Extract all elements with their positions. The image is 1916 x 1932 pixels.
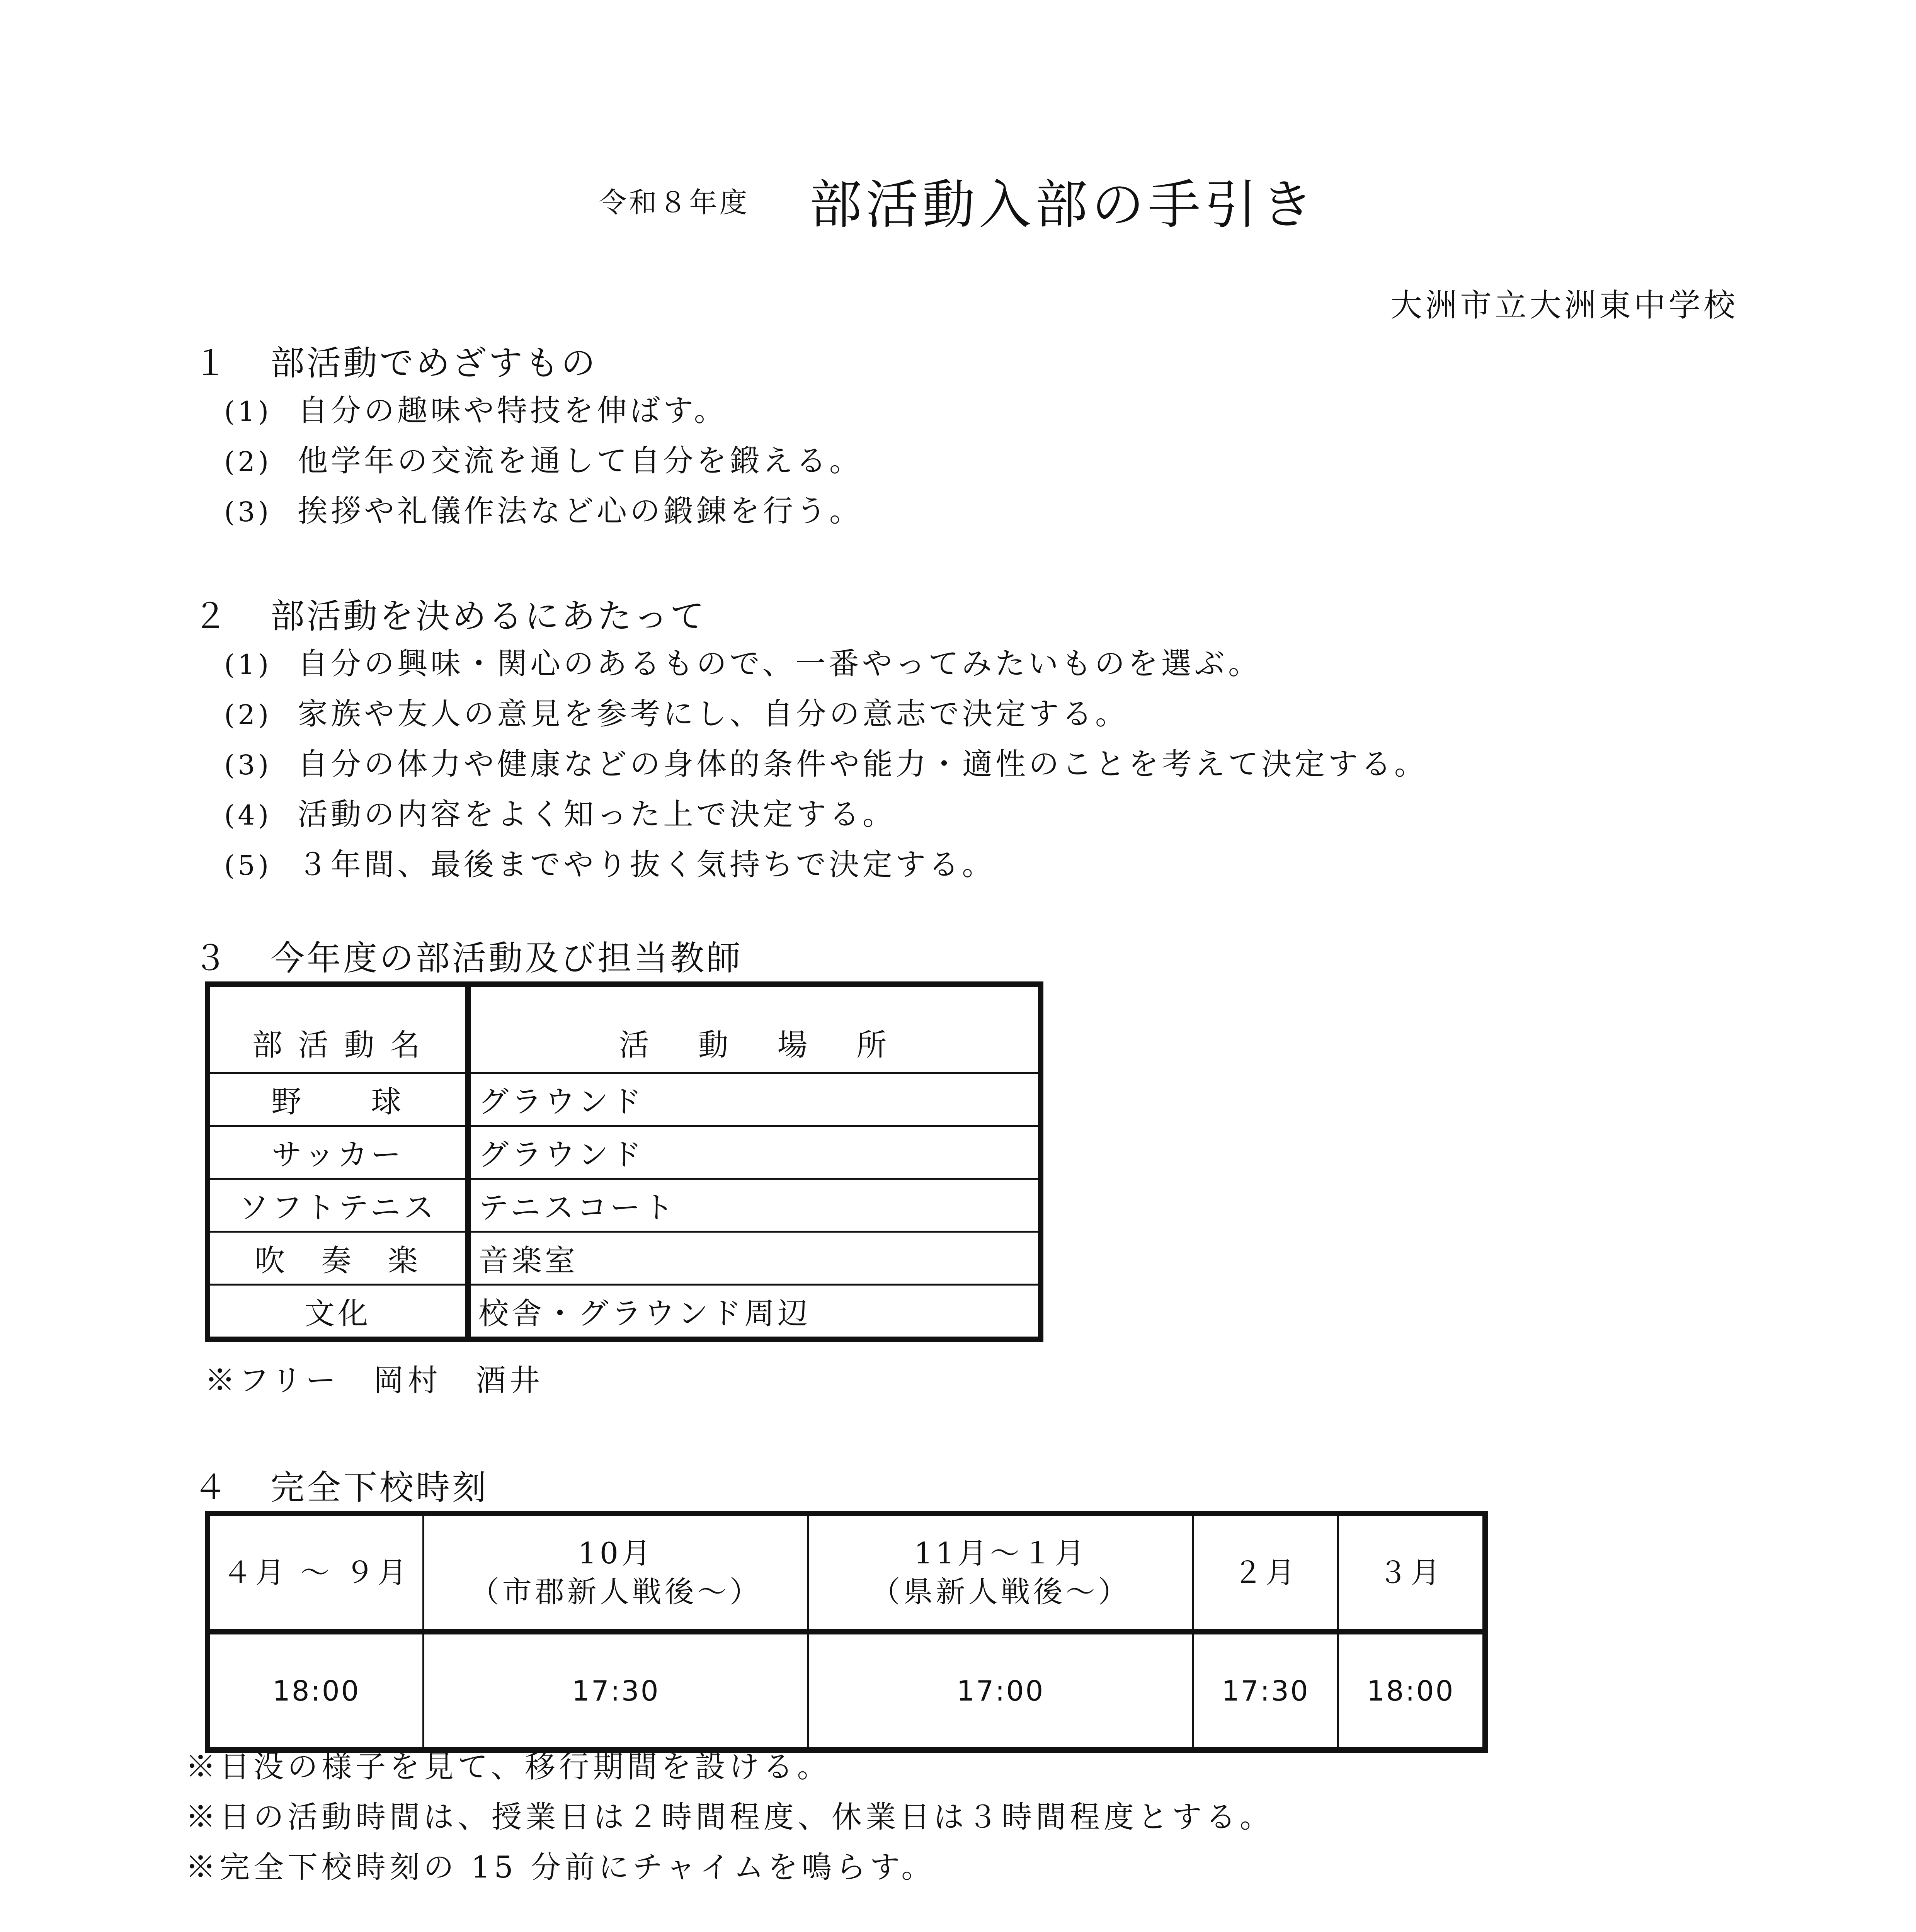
period-header: [424, 1514, 808, 1632]
period-sublabel: （県新人戦後～）: [871, 1575, 1131, 1609]
section2-heading: [193, 589, 706, 638]
section1-title: 部活動でめざすもの: [271, 343, 598, 383]
item-number: (2): [224, 699, 272, 731]
document-title: [0, 162, 1916, 238]
list-item: [224, 690, 1128, 733]
table-row: [208, 1632, 1485, 1750]
club-name: ソフトテニス: [208, 1179, 468, 1232]
section1-heading: [193, 336, 597, 385]
section3-heading: [193, 931, 743, 980]
section1-number: １: [193, 343, 230, 383]
list-item: [224, 386, 727, 430]
section4-heading: [193, 1461, 488, 1509]
item-text: ３年間、最後までやり抜く気持ちで決定する。: [298, 847, 995, 882]
table-row: [208, 1232, 1041, 1285]
table-row: [208, 1285, 1041, 1340]
time-note: ※完全下校時刻の 15 分前にチャイムを鳴らす。: [185, 1850, 936, 1885]
club-name: サッカー: [208, 1126, 468, 1179]
list-item: [224, 840, 995, 884]
table-row: [208, 1126, 1041, 1179]
period-sublabel: （市郡新人戦後～）: [470, 1575, 762, 1609]
period-header: [1338, 1514, 1485, 1632]
item-text: 自分の趣味や特技を伸ばす。: [298, 393, 727, 428]
club-name: 文化: [208, 1285, 468, 1340]
fiscal-year-label: 令和８年度: [599, 186, 750, 219]
list-item: [224, 487, 863, 530]
club-place: 音楽室: [468, 1232, 1041, 1285]
club-table: [205, 981, 1043, 1342]
club-place: グラウンド: [468, 1126, 1041, 1179]
item-text: 活動の内容をよく知った上で決定する。: [298, 797, 896, 832]
teacher-note: ※フリー 岡村 酒井: [205, 1363, 544, 1398]
list-item: [224, 790, 896, 833]
item-number: (3): [224, 496, 272, 528]
section3-number: ３: [193, 938, 230, 978]
dismissal-time: 18:00: [208, 1632, 424, 1750]
dismissal-time: 17:30: [1193, 1632, 1338, 1750]
item-text: 自分の興味・関心のあるもので、一番やってみたいものを選ぶ。: [298, 646, 1262, 681]
item-text: 挨拶や礼儀作法など心の鍛錬を行う。: [298, 494, 863, 529]
club-name: 野 球: [208, 1073, 468, 1126]
column-header-place: 活 動 場 所: [468, 984, 1041, 1073]
item-number: (4): [224, 799, 272, 831]
dismissal-time: 18:00: [1338, 1632, 1485, 1750]
list-item: [224, 437, 863, 480]
section4-number: ４: [193, 1468, 230, 1507]
period-label: ３月: [1378, 1555, 1443, 1590]
club-place: テニスコート: [468, 1179, 1041, 1232]
table-row: [208, 1073, 1041, 1126]
section2-title: 部活動を決めるにあたって: [271, 596, 707, 636]
list-item: [224, 639, 1261, 683]
dismissal-time-table: [205, 1511, 1488, 1753]
period-label: ４月 ～ ９月: [223, 1555, 410, 1590]
item-number: (2): [224, 446, 272, 478]
dismissal-time: 17:30: [424, 1632, 808, 1750]
item-text: 他学年の交流を通して自分を鍛える。: [298, 444, 863, 478]
item-text: 自分の体力や健康などの身体的条件や能力・適性のことを考えて決定する。: [298, 747, 1428, 782]
dismissal-time: 17:00: [808, 1632, 1193, 1750]
period-label: ２月: [1233, 1555, 1298, 1590]
item-number: (5): [224, 850, 272, 881]
item-number: (1): [224, 396, 272, 427]
list-item: [224, 740, 1428, 783]
item-text: 家族や友人の意見を参考にし、自分の意志で決定する。: [298, 697, 1129, 731]
table-header-row: [208, 984, 1041, 1073]
time-note: ※日の活動時間は、授業日は２時間程度、休業日は３時間程度とする。: [185, 1800, 1274, 1835]
time-note: ※日没の様子を見て、移行期間を設ける。: [185, 1750, 831, 1784]
section2-number: ２: [193, 596, 230, 636]
period-header: [808, 1514, 1193, 1632]
club-name: 吹 奏 楽: [208, 1232, 468, 1285]
school-name: 大洲市立大洲東中学校: [1390, 287, 1738, 324]
club-place: 校舎・グラウンド周辺: [468, 1285, 1041, 1340]
period-label: 11月～１月: [914, 1536, 1087, 1570]
period-header: [1193, 1514, 1338, 1632]
section3-title: 今年度の部活動及び担当教師: [271, 938, 743, 978]
table-row: [208, 1179, 1041, 1232]
table-header-row: [208, 1514, 1485, 1632]
page-title: 部活動入部の手引き: [809, 175, 1317, 236]
section4-title: 完全下校時刻: [271, 1468, 489, 1507]
item-number: (3): [224, 749, 272, 781]
period-label: 10月: [578, 1536, 654, 1570]
item-number: (1): [224, 649, 272, 680]
club-place: グラウンド: [468, 1073, 1041, 1126]
period-header: [208, 1514, 424, 1632]
column-header-club: 部 活 動 名: [208, 984, 468, 1073]
